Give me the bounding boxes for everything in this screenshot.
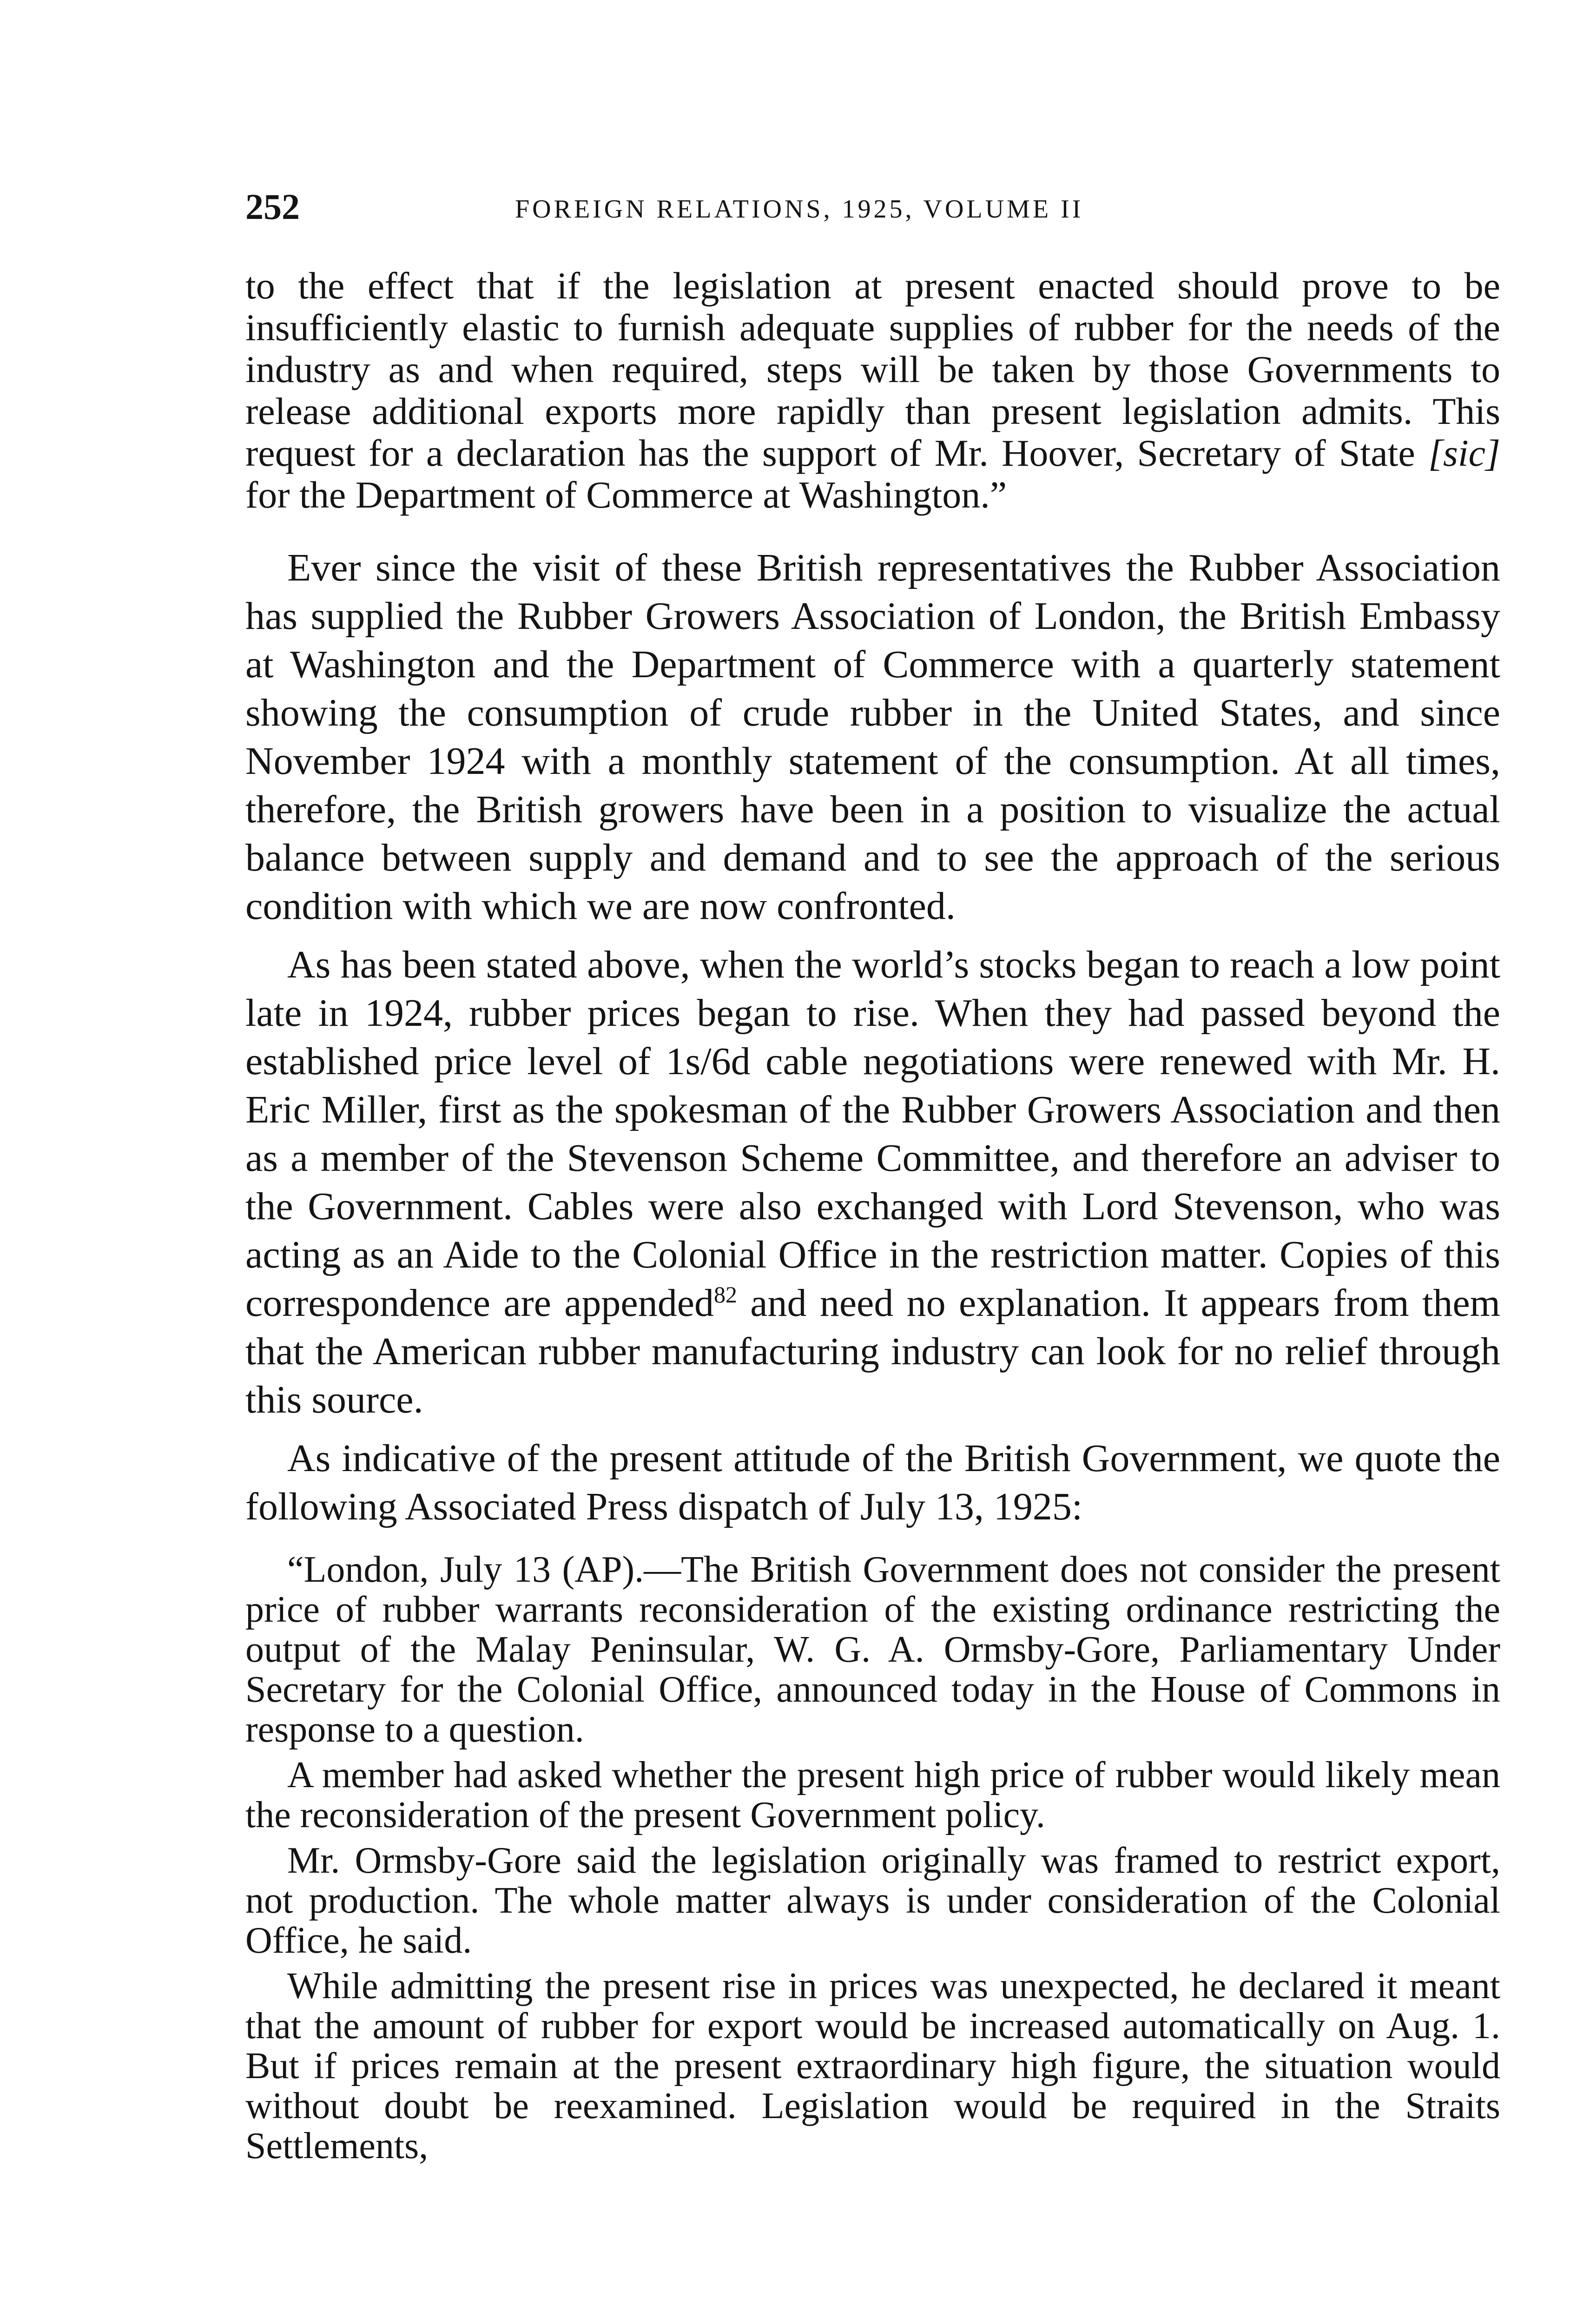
quote-continuation [245,265,1500,516]
dispatch-paragraph-2: A member had asked whether the present high price of rubber would likely mean the reconsideration of the present Government policy. [245,1755,1500,1835]
footnote-reference[interactable]: 82 [714,1281,737,1307]
body-text [245,265,1500,2166]
running-header [245,184,1500,235]
quote-continuation-end: for the Department of Commerce at Washington.” [245,474,1007,516]
paragraph-intro-dispatch: As indicative of the present attitude of the British Government, we quote the following Associated Press dispatch of July 13, 1925: [245,1437,1500,1528]
dispatch-paragraph-1: “London, July 13 (AP).—The British Government does not consider the present price of rubber warrants reconsideration of the existing ordinance restricting the output of the Malay Peninsular, W. G. A. Ormsby-Gore, Parliamentary Under Secretary for the Colonial Office, announced today in the House of Commons in response to a question. [245,1549,1500,1750]
quote-continuation-text: to the effect that if the legislation at present enacted should prove to be insufficiently elastic to furnish adequate supplies of rubber for the needs of the industry as and when required, steps will be taken by those Governments to release additional exports more rapidly than present legislation admits. This request for a declaration has the support of Mr. Hoover, Secretary of State [245,264,1500,474]
dispatch-paragraph-3: Mr. Ormsby-Gore said the legislation originally was framed to restrict export, not production. The whole matter always is under consideration of the Colonial Office, he said. [245,1840,1500,1961]
paragraph-negotiations-end: and need no explanation. It appears from them that the American rubber manufacturing industry can look for no relief through this source. [245,1281,1500,1421]
paragraph-statements: Ever since the visit of these British representatives the Rubber Association has supplied the Rubber Growers Association of London, the British Embassy at Washington and the Department of Commerce with a quarterly statement showing the consumption of crude rubber in the United States, and since November 1924 with a monthly statement of the consumption. At all times, therefore, the British growers have been in a position to visualize the actual balance between supply and demand and to see the approach of the serious condition with which we are now confronted. [245,546,1500,928]
page-number: 252 [245,186,300,227]
paragraph-negotiations-start: As has been stated above, when the world’s stocks began to reach a low point late in 1924, rubber prices began to rise. When they had passed beyond the established price level of 1s/6d cable negotiations were renewed with Mr. H. Eric Miller, first as the spokesman of the Rubber Growers Association and then as a member of the Stevenson Scheme Committee, and therefore an adviser to the Government. Cables were also exchanged with Lord Stevenson, who was acting as an Aide to the Colonial Office in the restriction matter. Copies of this correspondence are appended [245,943,1500,1325]
paragraph-negotiations [245,941,1500,1424]
running-title: FOREIGN RELATIONS, 1925, VOLUME II [515,195,1084,224]
sic-note: [sic] [1428,432,1500,474]
dispatch-paragraph-4: While admitting the present rise in prices was unexpected, he declared it meant that the amount of rubber for export would be increased automatically on Aug. 1. But if prices remain at the present extraordinary high figure, the situation would without doubt be reexamined. Legislation would be required in the Straits Settlements, [245,1966,1500,2166]
